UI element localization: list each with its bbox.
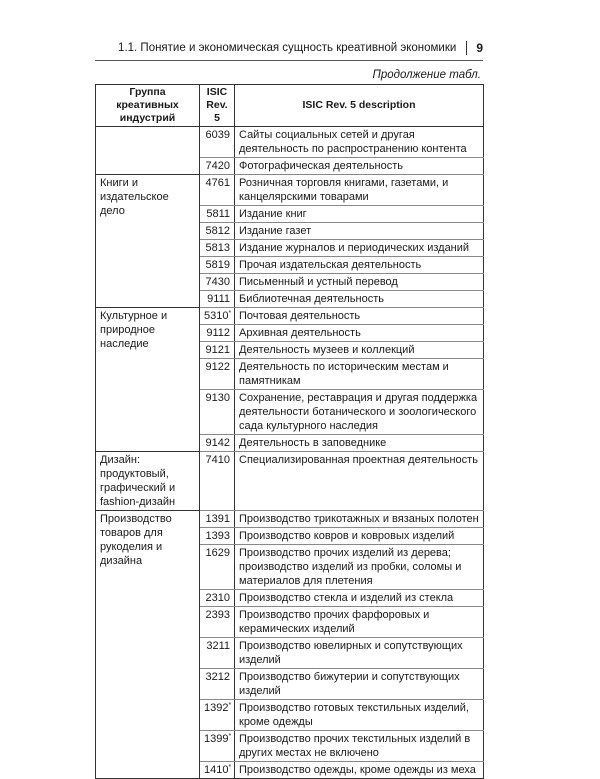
isic-code: 1399: [204, 733, 229, 745]
isic-code-cell: [200, 274, 235, 291]
isic-code: 5310: [204, 310, 229, 322]
description-cell: Издание газет: [235, 223, 484, 240]
isic-code-cell: [200, 158, 235, 175]
group-name-cell: Книги и издательское дело: [96, 175, 200, 308]
description-cell: Производство ковров и ковровых изделий: [235, 528, 484, 545]
isic-code: 9142: [205, 437, 230, 449]
description-cell: Библиотечная деятельность: [235, 291, 484, 308]
description-cell: Сайты социальных сетей и другая деятельность по распространению контента: [235, 127, 484, 158]
isic-code-cell: [200, 390, 235, 435]
isic-code: 3212: [205, 671, 230, 683]
isic-code-cell: [200, 731, 235, 762]
isic-code-cell: [200, 607, 235, 638]
table-header: [96, 85, 484, 127]
description-cell: Прочая издательская деятельность: [235, 257, 484, 274]
isic-code: 7430: [205, 276, 230, 288]
table-row: [96, 511, 484, 528]
group-name-cell: Производство товаров для рукоделия и дизайна: [96, 511, 200, 779]
isic-code-cell: [200, 359, 235, 390]
description-cell: Производство одежды, кроме одежды из меха: [235, 762, 484, 779]
isic-code: 1410: [204, 764, 229, 776]
footnote-mark: *: [228, 702, 232, 709]
description-cell: Специализированная проектная деятельность: [235, 452, 484, 511]
group-name-cell: Культурное и природное наследие: [96, 308, 200, 452]
isic-code: 9121: [205, 344, 230, 356]
isic-code: 9130: [205, 392, 230, 404]
description-cell: Фотографическая деятельность: [235, 158, 484, 175]
running-header: [95, 38, 483, 58]
description-cell: Издание книг: [235, 206, 484, 223]
isic-code: 9122: [205, 361, 230, 373]
header-rule: [95, 60, 483, 61]
description-cell: Письменный и устный перевод: [235, 274, 484, 291]
isic-code-cell: [200, 325, 235, 342]
isic-code: 7410: [205, 454, 230, 466]
isic-code-cell: [200, 700, 235, 731]
isic-code: 1392: [204, 702, 229, 714]
isic-code: 5811: [206, 208, 230, 220]
isic-code: 1393: [205, 530, 230, 542]
table-row: [96, 452, 484, 511]
table-row: [96, 127, 484, 158]
description-cell: Почтовая деятельность: [235, 308, 484, 325]
isic-code-cell: [200, 206, 235, 223]
description-cell: Издание журналов и периодических изданий: [235, 240, 484, 257]
isic-code-cell: [200, 291, 235, 308]
footnote-mark: *: [228, 764, 232, 771]
isic-code-cell: [200, 435, 235, 452]
isic-code-cell: [200, 452, 235, 511]
isic-code: 5819: [205, 259, 230, 271]
footnote-mark: *: [228, 310, 232, 317]
isic-code: 7420: [205, 160, 230, 172]
isic-code-cell: [200, 528, 235, 545]
isic-code-cell: [200, 638, 235, 669]
isic-code-cell: [200, 127, 235, 158]
isic-code: 2310: [205, 592, 230, 604]
isic-code-cell: [200, 175, 235, 206]
column-header-group: Группа креативных индустрий: [96, 85, 200, 127]
isic-code: 5812: [205, 225, 230, 237]
description-cell: Деятельность в заповеднике: [235, 435, 484, 452]
column-header-description: ISIC Rev. 5 description: [235, 85, 484, 127]
isic-code: 4761: [205, 177, 230, 189]
isic-code-cell: [200, 240, 235, 257]
isic-code: 1629: [205, 547, 230, 559]
isic-code: 2393: [205, 609, 230, 621]
description-cell: Производство трикотажных и вязаных полотен: [235, 511, 484, 528]
description-cell: Деятельность музеев и коллекций: [235, 342, 484, 359]
table-row: [96, 175, 484, 206]
description-cell: Производство готовых текстильных изделий, кроме одежды: [235, 700, 484, 731]
footnote-mark: *: [228, 733, 232, 740]
description-cell: Сохранение, реставрация и другая поддержка деятельности ботанического и зоологического сада культурного наследия: [235, 390, 484, 435]
isic-code-cell: [200, 511, 235, 528]
table-header-row: [96, 85, 484, 127]
page-number: 9: [476, 41, 483, 55]
group-name-cell: [96, 127, 200, 175]
description-cell: Производство прочих фарфоровых и керамических изделий: [235, 607, 484, 638]
description-cell: Розничная торговля книгами, газетами, и канцелярскими товарами: [235, 175, 484, 206]
running-title: 1.1. Понятие и экономическая сущность креативной экономики: [118, 42, 457, 54]
isic-code-cell: [200, 342, 235, 359]
description-cell: Архивная деятельность: [235, 325, 484, 342]
isic-code: 5813: [205, 242, 230, 254]
isic-code-cell: [200, 223, 235, 240]
description-cell: Производство бижутерии и сопутствующих изделий: [235, 669, 484, 700]
isic-code-cell: [200, 545, 235, 590]
table-body: [96, 127, 484, 779]
isic-code-cell: [200, 257, 235, 274]
header-separator: [466, 41, 467, 55]
isic-table: [95, 84, 484, 779]
isic-code: 1391: [205, 513, 230, 525]
isic-code-cell: [200, 762, 235, 779]
isic-code: 9111: [207, 293, 230, 305]
description-cell: Производство прочих текстильных изделий в других местах не включено: [235, 731, 484, 762]
table-row: [96, 308, 484, 325]
description-cell: Производство ювелирных и сопутствующих изделий: [235, 638, 484, 669]
table-continuation-note: Продолжение табл.: [372, 69, 481, 81]
isic-code-cell: [200, 590, 235, 607]
isic-code: 6039: [205, 129, 230, 141]
isic-code: 9112: [206, 327, 230, 339]
description-cell: Производство стекла и изделий из стекла: [235, 590, 484, 607]
column-header-code: ISIC Rev. 5: [200, 85, 235, 127]
description-cell: Производство прочих изделий из дерева; производство изделий из пробки, соломы и материалов для плетения: [235, 545, 484, 590]
isic-code-cell: [200, 308, 235, 325]
isic-code: 3211: [206, 640, 230, 652]
group-name-cell: Дизайн: продуктовый, графический и fashion-дизайн: [96, 452, 200, 511]
description-cell: Деятельность по историческим местам и памятникам: [235, 359, 484, 390]
isic-code-cell: [200, 669, 235, 700]
